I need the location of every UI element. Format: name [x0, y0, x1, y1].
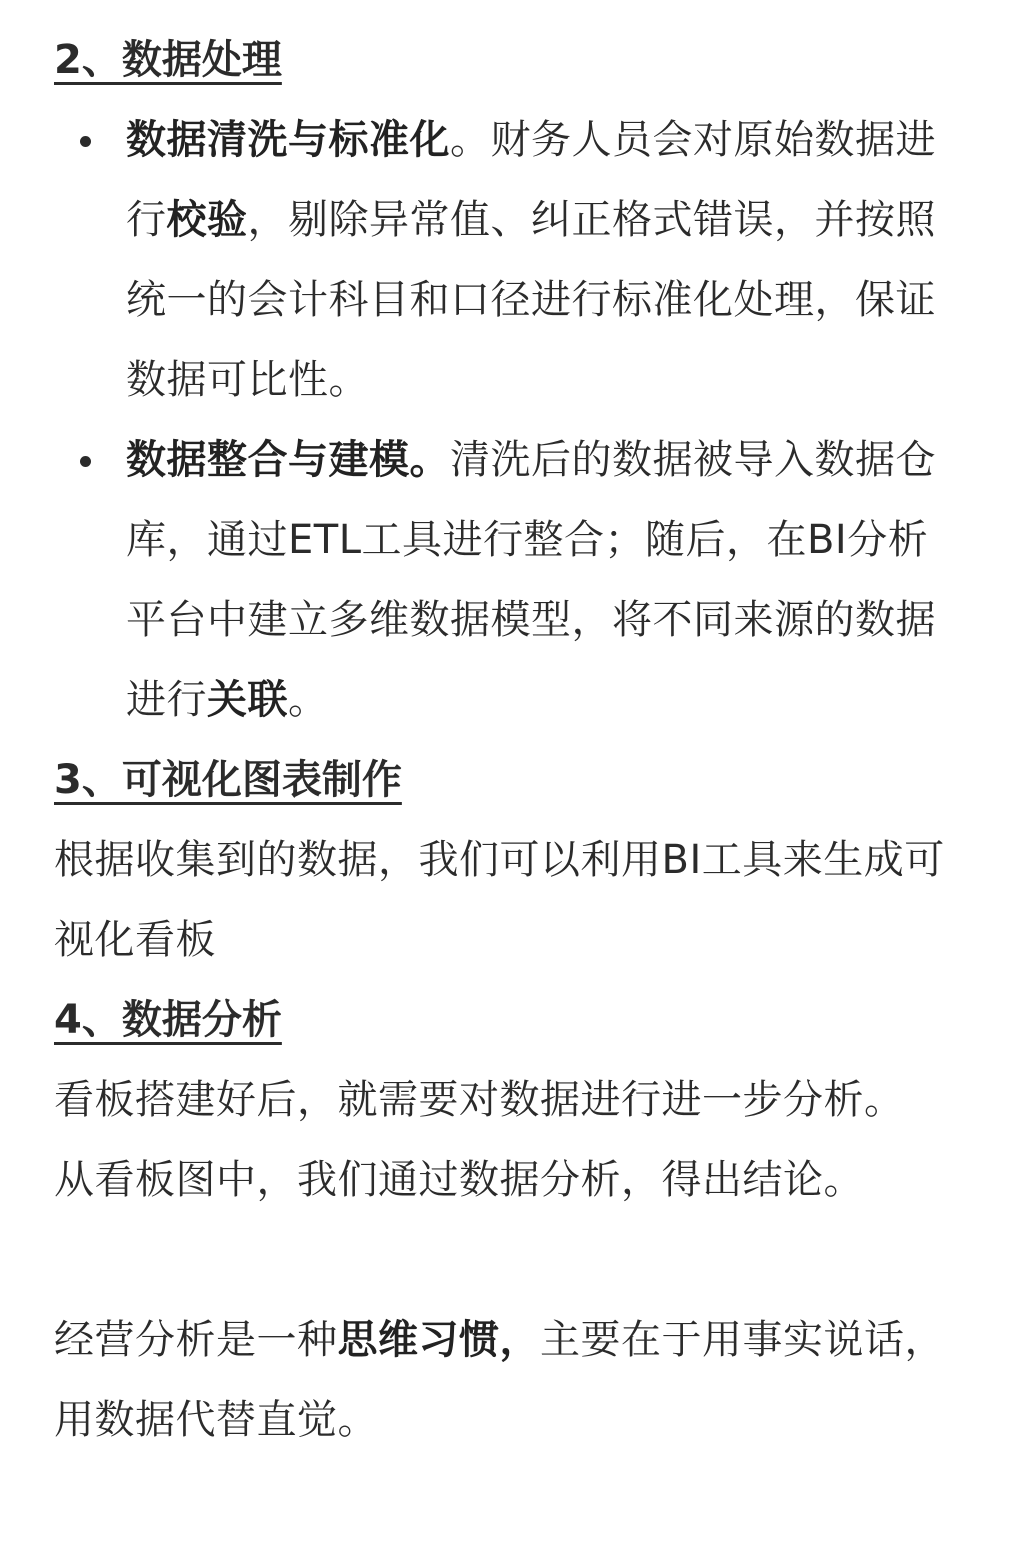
- list-item-modeling: [54, 420, 961, 740]
- paragraph-analysis-2: 从看板图中，我们通过数据分析，得出结论。: [54, 1157, 864, 1203]
- list-text: ，剔除异常值、纠正格式错误，并按照统一的会计科目和口径进行标准化处理，保证数据可比性。: [126, 197, 936, 403]
- section-heading-visualization: 3、可视化图表制作: [54, 757, 402, 803]
- list-item-cleaning: [54, 100, 961, 420]
- paragraph-visualization: 根据收集到的数据，我们可以利用BI工具来生成可视化看板: [54, 837, 945, 963]
- closing-text: 经营分析是一种: [54, 1317, 338, 1363]
- bullet-dot: [80, 456, 91, 467]
- list-text: 。财务人员会对原始数据进行: [126, 117, 936, 243]
- article: [0, 20, 1015, 1556]
- paragraph-closing: [54, 1300, 961, 1460]
- bold-term-thinking-habit: 思维习惯，: [337, 1317, 540, 1363]
- blank-line: [54, 1220, 961, 1300]
- list-text: 。: [288, 677, 329, 723]
- section-heading-analysis: 4、数据分析: [54, 997, 282, 1043]
- bold-term-cleaning: 数据清洗与标准化: [126, 117, 450, 163]
- list-text: 清洗后的数据被导入数据仓库，通过ETL工具进行整合；随后，在BI分析平台中建立多维数据模型，将不同来源的数据进行: [126, 437, 936, 723]
- data-processing-list: [54, 100, 961, 740]
- closing-text: 主要在于用事实说话，用数据代替直觉。: [54, 1317, 945, 1443]
- paragraph-analysis-1: 看板搭建好后，就需要对数据进行进一步分析。: [54, 1077, 905, 1123]
- section-heading-data-processing: 2、数据处理: [54, 37, 282, 83]
- bold-term-verification: 校验: [166, 197, 248, 243]
- bold-term-modeling: 数据整合与建模。: [126, 437, 450, 483]
- bold-term-association: 关联: [207, 677, 288, 723]
- bullet-dot: [80, 136, 91, 147]
